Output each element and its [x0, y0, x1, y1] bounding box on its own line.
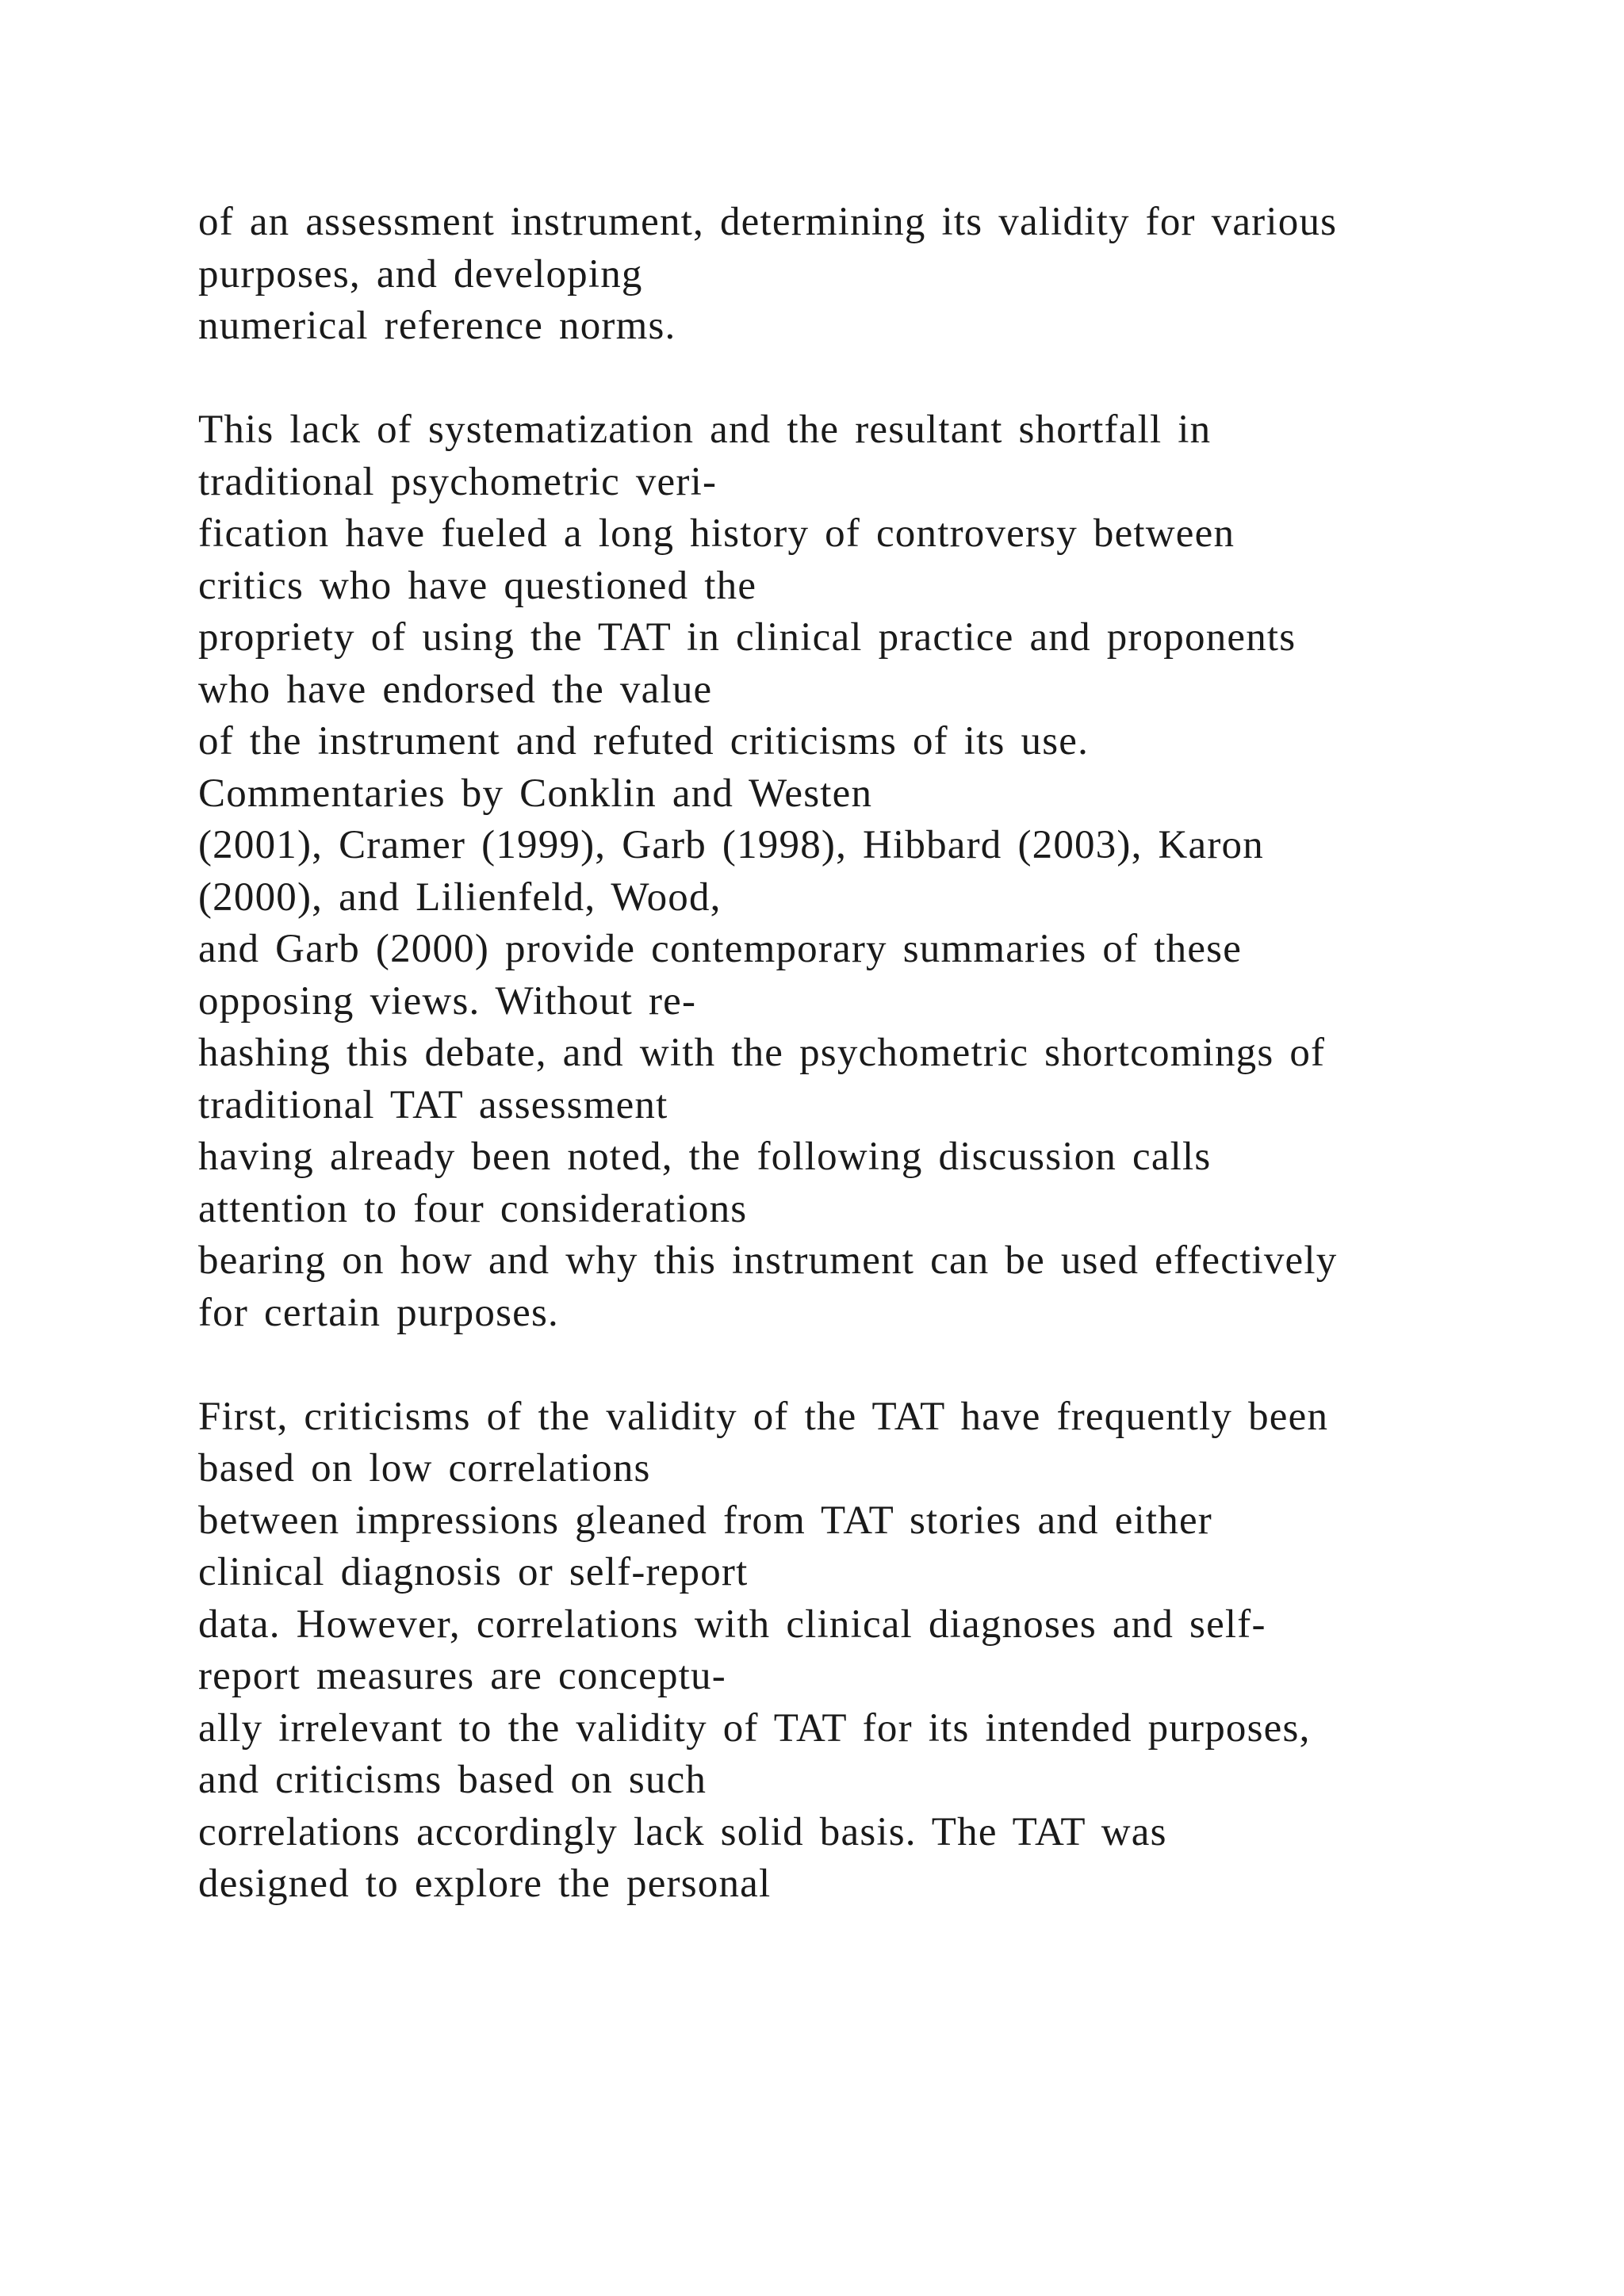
text-line: who have endorsed the value — [198, 667, 713, 712]
text-line: traditional psychometric veri- — [198, 459, 718, 504]
text-line: ally irrelevant to the validity of TAT for its intended purposes, — [198, 1705, 1311, 1751]
text-line: propriety of using the TAT in clinical practice and proponents — [198, 615, 1297, 660]
text-line: numerical reference norms. — [198, 304, 676, 348]
text-line: report measures are conceptu- — [198, 1654, 726, 1698]
text-line: based on low correlations — [198, 1446, 651, 1490]
text-line: This lack of systematization and the resultant shortfall in — [198, 408, 1212, 452]
text-line: opposing views. Without re- — [198, 978, 697, 1024]
text-line: having already been noted, the following discussion calls — [198, 1135, 1212, 1179]
text-line: bearing on how and why this instrument can be used effectively — [198, 1238, 1338, 1283]
text-line: correlations accordingly lack solid basis. The TAT was — [198, 1809, 1167, 1854]
body-text — [198, 197, 1499, 1911]
text-line: critics who have questioned the — [198, 563, 757, 608]
text-line: Commentaries by Conklin and Westen — [198, 771, 873, 816]
paragraph-gap — [198, 353, 1499, 405]
text-line: and Garb (2000) provide contemporary summaries of these — [198, 927, 1243, 971]
text-line: (2000), and Lilienfeld, Wood, — [198, 874, 722, 920]
text-line: fication have fueled a long history of controversy between — [198, 511, 1235, 556]
text-line: and criticisms based on such — [198, 1758, 707, 1802]
text-line: designed to explore the personal — [198, 1862, 772, 1906]
text-line: hashing this debate, and with the psychometric shortcomings of — [198, 1031, 1326, 1075]
text-line: between impressions gleaned from TAT stories and either — [198, 1498, 1212, 1543]
text-line: of an assessment instrument, determining its validity for various — [198, 200, 1338, 244]
text-line: attention to four considerations — [198, 1186, 748, 1231]
text-line: traditional TAT assessment — [198, 1082, 668, 1127]
text-line: for certain purposes. — [198, 1290, 559, 1335]
paragraph-gap — [198, 1339, 1499, 1391]
text-line: of the instrument and refuted criticisms of its use. — [198, 719, 1090, 763]
text-line: (2001), Cramer (1999), Garb (1998), Hibbard (2003), Karon — [198, 823, 1264, 867]
text-line: data. However, correlations with clinical diagnoses and self- — [198, 1601, 1266, 1647]
text-line: First, criticisms of the validity of the TAT have frequently been — [198, 1394, 1329, 1439]
text-line: clinical diagnosis or self-report — [198, 1550, 749, 1594]
text-line: purposes, and developing — [198, 251, 643, 297]
